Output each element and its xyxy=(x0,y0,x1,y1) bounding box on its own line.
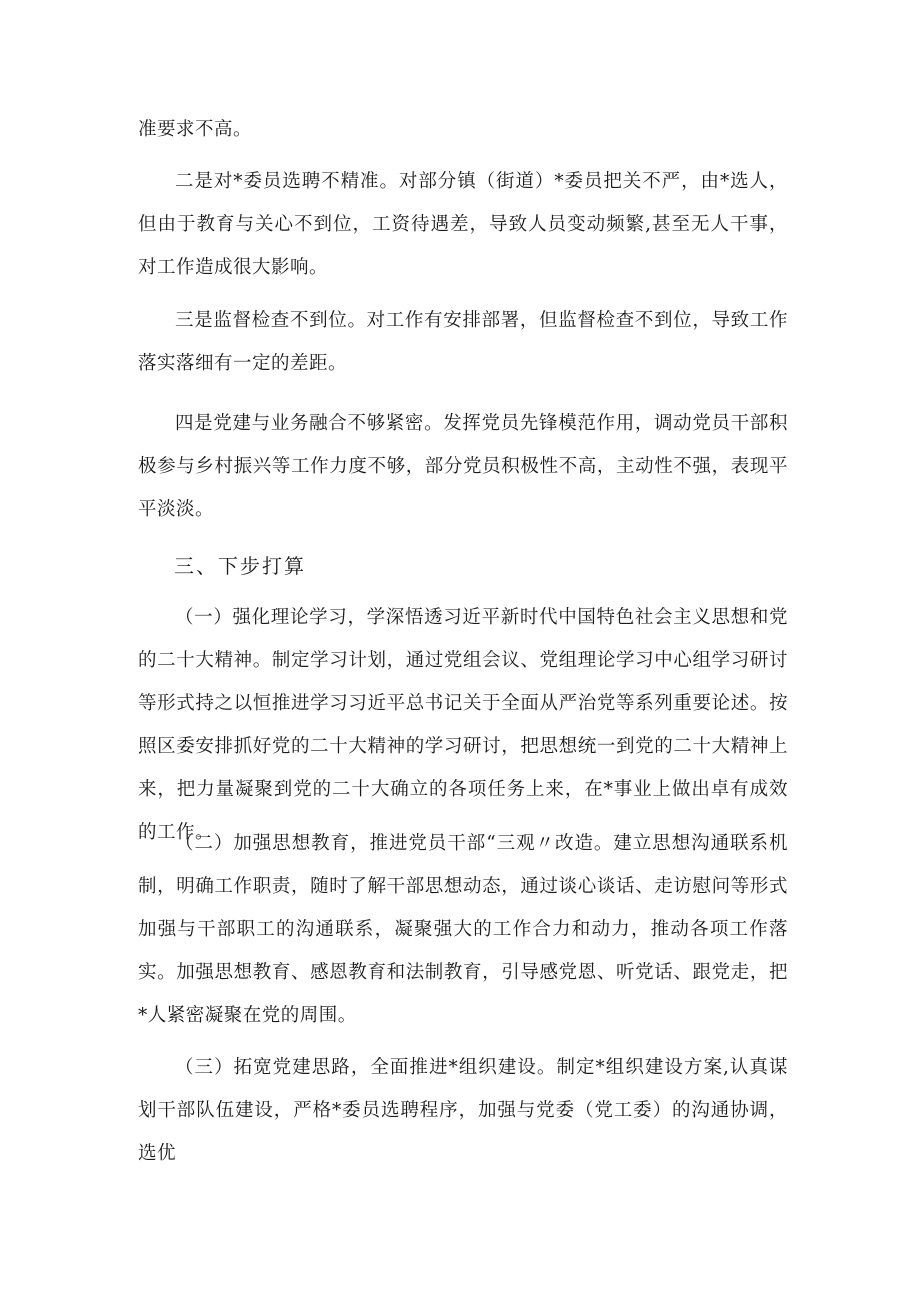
paragraph-continuation: 准要求不高。 xyxy=(138,119,253,140)
paragraph-item-two: 二是对*委员选聘不精准。对部分镇（街道）*委员把关不严，由*选人，但由于教育与关心不到位，工资待遇差，导致人员变动频繁,甚至无人干事，对工作造成很大影响。 xyxy=(138,171,788,278)
section-heading: 三、下步打算 xyxy=(174,554,306,578)
paragraph-item-four: 四是党建与业务融合不够紧密。发挥党员先锋模范作用，调动党员干部积极参与乡村振兴等工作力度不够，部分党员积极性不高，主动性不强，表现平平淡淡。 xyxy=(138,413,788,520)
plan-paragraph-3: （三）拓宽党建思路，全面推进*组织建设。制定*组织建设方案,认真谋划干部队伍建设，严格*委员选聘程序，加强与党委（党工委）的沟通协调，选优 xyxy=(138,1057,788,1164)
plan-paragraph-2: （二）加强思想教育，推进党员干部“三观〃改造。建立思想沟通联系机制，明确工作职责，随时了解干部思想动态，通过谈心谈话、走访慰问等形式加强与干部职工的沟通联系，凝聚强大的工作合力和动力，推动各项工作落实。加强思想教育、感恩教育和法制教育，引导感党恩、听党话、跟党走，把*人紧密凝聚在党的周围。 xyxy=(138,833,788,1026)
paragraph-item-three: 三是监督检查不到位。对工作有安排部署，但监督检查不到位，导致工作落实落细有一定的差距。 xyxy=(138,310,788,374)
plan-paragraph-1: （一）强化理论学习，学深悟透习近平新时代中国特色社会主义思想和党的二十大精神。制定学习计划，通过党组会议、党组理论学习中心组学习研讨等形式持之以恒推进学习习近平总书记关于全面从严治党等系列重要论述。按照区委安排抓好党的二十大精神的学习研讨，把思想统一到党的二十大精神上来，把力量凝聚到党的二十大确立的各项任务上来，在*事业上做出卓有成效的工作。 xyxy=(138,607,788,843)
